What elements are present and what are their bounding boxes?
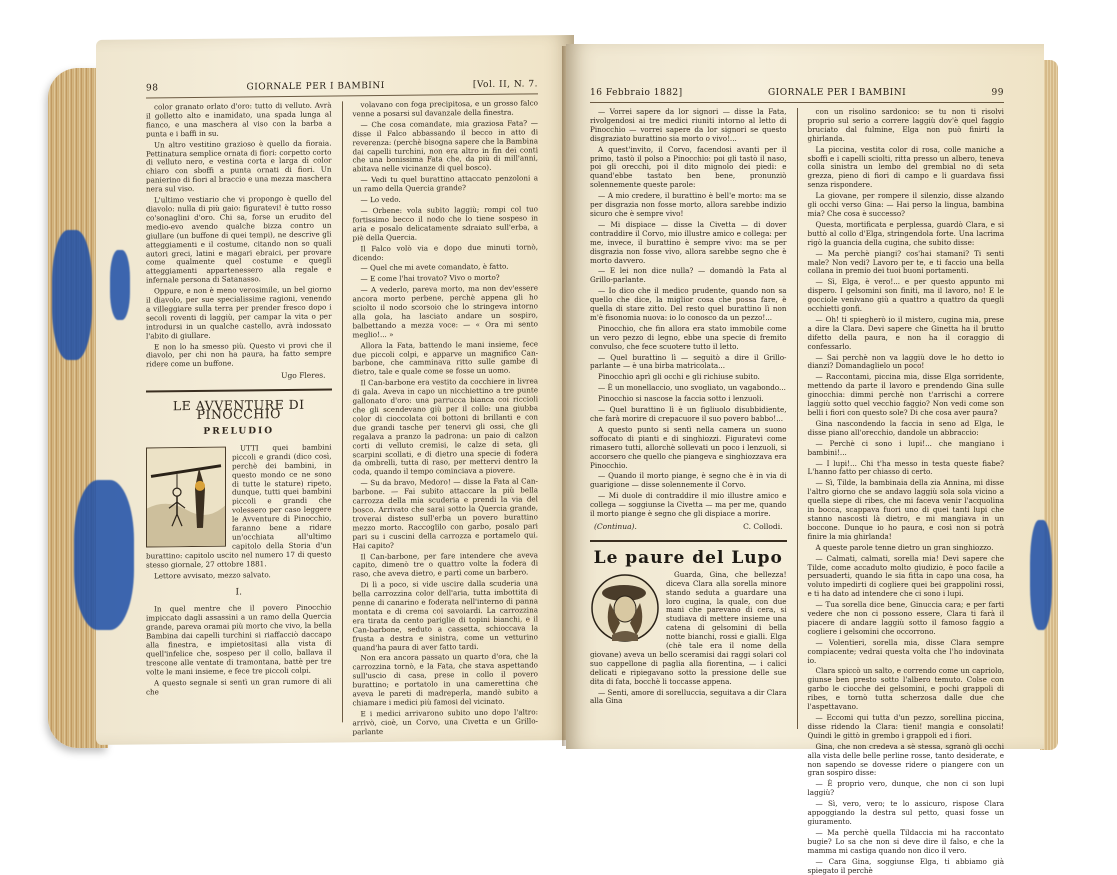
- paragraph: Guarda, Gina, che bellezza! diceva Clara alla sorella minore stando seduta a guardare una loro cugina, la quale, con due mani che parevano di cera, si studiava di mettere insieme una catena di gelsomini di bella notte bianchi, rossi e gialli. Elga (chè tale era il nome della giovane) aveva un bello sceramisi dai raggi solari col suo cappellone di paglia alla fiorentina, — i calici delicati e ripiegavano sotto la pressione delle sue dita di fata, bocchè li toccasse appena.: [590, 569, 787, 686]
- left-column-1: [146, 102, 332, 725]
- right-page-number: 99: [991, 88, 1004, 98]
- left-running-head: [146, 79, 538, 98]
- portrait-illustration: [590, 573, 660, 643]
- paragraph: color granato orlato d'oro: tutto di velluto. Avrà il golletto alto e inamidato, una spada lunga al fianco, e una maschera al viso con la barba a punta e i baffi in su.: [146, 100, 332, 139]
- pinocchio-illustration: [146, 447, 226, 548]
- paragraph: — È proprio vero, dunque, che non ci son lupi laggiù?: [807, 779, 1004, 798]
- paragraph: — Su da bravo, Medoro! — disse la Fata al Can-barbone. — Fai subito attaccare la più bella carrozza della mia scuderia e prendi la via del bosco. Arrivato che sarai sotto la Quercia grande, troverai disteso sull'erba un povero burattino mezzo morto. Raccoglilo con garbo, posalo pari pari su i cuscini della carrozza e portamelo qui. Hai capito?: [352, 476, 538, 550]
- divider: [590, 540, 787, 542]
- left-columns: [146, 98, 538, 737]
- story-subtitle: PRELUDIO: [203, 426, 275, 437]
- paragraph: — Oh! ti spiegherò io il mistero, cugina mia, prese a dire la Clara. Devi sapere che Ginetta ha il brutto difetto della paura, e non ha il coraggio di confessarlo.: [807, 314, 1004, 351]
- paragraph: — Quel burattino lì è un figliuolo disubbidiente, che farà morire di crepacuore il suo povero babbo!...: [590, 405, 787, 423]
- ink-stain: [74, 480, 134, 630]
- paragraph: — Calmati, calmati, sorella mia! Devi sapere che Tilde, come accaduto molto giudizio, è poco facile a persuaderti, quando le sia fitta in capo una cosa, ha voluto impedirti di cogliere quei bei grappolini rossi, e ti ha dato ad intendere che ci sono i lupi.: [807, 553, 1004, 599]
- paragraph: — Quel che mi avete comandato, è fatto.: [360, 262, 509, 273]
- paragraph: — Che cosa comandate, mia graziosa Fata? — disse il Falco abbassando il becco in atto di reverenza: (perchè bisogna sapere che la Bambina dai capelli turchini, non era altro in fin dei conti che una bonissima Fata che, da più di mill'anni, abitava nelle vicinanze di quel bosco).: [352, 118, 538, 174]
- paragraph: con un risolino sardonico: se tu non ti risolvi proprio sul serio a correre laggiù dov'è quel faggio bruciato dal fulmine, Elga non può finirti la ghirlanda.: [807, 107, 1004, 143]
- left-running-title: GIORNALE PER I BAMBINI: [246, 80, 385, 93]
- paragraph: Lettore avvisato, mezzo salvato.: [154, 569, 271, 580]
- left-column-2: [352, 98, 539, 737]
- paragraph: — Tua sorella dice bene, Ginuccia cara; e per farti vedere che non ci possono essere, Clara ti farà il piacere di andare laggiù sotto il famoso faggio a cogliere i gelsomini che occorrono.: [807, 600, 1004, 636]
- paragraph: — Senti, amore di sorelluccia, seguitava a dir Clara alla Gina: [590, 687, 787, 706]
- hanging-puppet-icon: [147, 448, 225, 547]
- paragraph: — Mi duole di contraddire il mio illustre amico e collega — soggiunse la Civetta — ma per me, quando il morto piange è segno che gli dispiace a morire.: [590, 491, 787, 519]
- paragraph: — A vederlo, pareva morto, ma non dev'essere ancora morto perbene, perchè appena gli ho sciolto il nodo scorsoio che lo stringeva intorno alla gola, ha lasciato andare un sospiro, balbettando a mezza voce: — « Ora mi sento meglio!... »: [352, 283, 538, 340]
- paragraph: L'ultimo vestiario che vi propongo è quello del diavolo: nulla di più gaio: figuratevi! è tutto rosso co'sonaglini d'oro. Chi sa, forse un erudito del medio-evo avendo qualche bizza contro un giullare (un buffone di quei tempi), ne descrive gli atteggiamenti e il costume, citando non so quali autori greci, latini e magari ebraici, per provare come qualmente quel costume e quegli atteggiamenti appartenessero alla regale e infernale persona di Satanasso.: [146, 193, 332, 285]
- paragraph: — Sì, Elga, è vero!... e per questo appunto mi dispero. I gelsomini son finiti, ma il lavoro, no! E le gocciole venivano giù a quattro a quattro da quegli occhietti gonfi.: [807, 277, 1004, 314]
- paragraph: A questo punto si sentì nella camera un suono soffocato di pianti e di singhiozzi. Figuratevi come rimasero tutti, allorchè sollevati un poco i lenzuoli, si accorsero che quello che piangeva e singhiozzava era Pinocchio.: [590, 424, 787, 470]
- right-column-1: [590, 108, 787, 729]
- left-page-number: 98: [146, 83, 159, 94]
- paragraph: — I lupi!... Chi t'ha messo in testa queste fiabe? L'hanno fatto per chiasso di certo.: [807, 458, 1004, 477]
- paragraph: — Mi dispiace — disse la Civetta — di dover contraddire il Corvo, mio illustre amico e collega: per me, invece, il burattino è sempre vivo: ma se per disgrazia non fosse vivo, allora sarebbe segno che è morto davvero.: [590, 219, 787, 265]
- paragraph: — Sì, Tilde, la bambinaia della zia Annina, mi disse l'altro giorno che se andavo laggiù sola sola vicino a quella siepe di ribes, che mi faceva venir l'acquolina in bocca, scappava fuori uno di quei tanti lupi che stanno nascosti là dietro, e mi mangiava in un boccone. Dunque io ho paura, e così non si potrà finire la mia ghirlanda!: [807, 478, 1004, 541]
- paragraph: Pinocchio, che fin allora era stato immobile come un vero pezzo di legno, ebbe una specie di fremito convulso, che fece scuotere tutto il letto.: [590, 323, 787, 351]
- paragraph: E i medici arrivarono subito uno dopo l'altro: arrivò, cioè, un Corvo, una Civetta e un Grillo-parlante: [352, 707, 538, 737]
- right-running-title: GIORNALE PER I BAMBINI: [767, 88, 907, 98]
- column-rule: [342, 101, 343, 722]
- paragraph: — E lei non dice nulla? — domandò la Fata al Grillo-parlante.: [590, 266, 787, 285]
- paragraph: — Sì, vero, vero; te lo assicuro, rispose Clara appoggiando la destra sul petto, quasi fosse un giuramento.: [807, 799, 1004, 826]
- paragraph: — Quando il morto piange, è segno che è in via di guarigione — disse solennemente il Corvo.: [590, 471, 787, 490]
- lupo-story-title: Le paure del Lupo: [593, 547, 783, 568]
- paragraph: Gina nascondendo la faccia in seno ad Elga, le disse piano all'orecchio, dandole un abbraccio:: [807, 418, 1004, 437]
- paragraph: — Io dico che il medico prudente, quando non sa quello che dice, la miglior cosa che possa fare, è quella di stare zitto. Del resto quel burattino lì non m'è fisonomia nuova: io lo conosco da un pezzo!...: [590, 286, 787, 322]
- paragraph: Questa, mortificata e perplessa, guardò Clara, e si buttò al collo d'Elga, stringendola forte. Una lacrima rigò la guancia della cugina, che subito disse:: [807, 219, 1004, 247]
- left-page: [96, 35, 574, 745]
- paragraph: Clara spiccò un salto, e correndo come un capriolo, giunse ben presto sotto l'albero temuto. Colse con garbo le ciocche dei gelsomini, e pochi grappoli di ribes, e tornò tutta scherzosa dalle due che l'aspettavano.: [807, 666, 1004, 712]
- right-columns: [590, 107, 1004, 875]
- paragraph: Non era ancora passato un quarto d'ora, che la carrozzina tornò, e la Fata, che stava aspettando sull'uscio di casa, prese in collo il povero burattino; e portatolo in una camerettina che aveva le pareti di madreperla, mandò subito a chiamare i medici più famosi del vicinato.: [352, 651, 538, 708]
- paragraph: Il Can-barbone era vestito da cocchiere in livrea di gala. Aveva in capo un nicchiettino a tre punte gallonato d'oro: una parrucca bianca coi riccioli che gli scendevano giù per il collo: una giubba color di cioccolata coi bottoni di brillanti e con due grandi tasche per tenervi gli ossi, che gli regalava a pranzo la padrona: un paio di calzon corti di velluto cremisi, le calze di seta, gli scarpini scollati, e di dietro una specie di fodera da ombrelli, tutta di raso, per mettervi dentro la coda, quando il tempo cominciava a piovere.: [352, 376, 538, 477]
- paragraph: A quest'invito, il Corvo, facendosi avanti per il primo, tastò il polso a Pinocchio: poi gli tastò il naso, poi gli orecchi, poi il dito mignolo dei piedi: e quand'ebbe tastato ben bene, pronunziò solennemente queste parole:: [590, 144, 787, 190]
- paragraph: — Quel burattino lì — seguitò a dire il Grillo-parlante — è una birba matricolata...: [590, 352, 787, 371]
- paragraph: A queste parole tenne dietro un gran singhiozzo.: [815, 542, 994, 552]
- story-header: [146, 397, 332, 438]
- paragraph: — A mio credere, il burattino è bell'e morto: ma se per disgrazia non fosse morto, allora sarebbe indizio sicuro che è sempre vivo!: [590, 191, 787, 218]
- right-column-2: [807, 107, 1005, 875]
- paragraph: Un altro vestitino grazioso è quello da fioraia. Pettinatura semplice ornata di fiori: corpetto corto di velluto nero, e vestina corta e larga di color chiaro con sboffi a punta ornati di fiori. Un panierino di fiori al braccio e una mezza maschera nera sul viso.: [146, 138, 332, 194]
- paragraph: — Eccomi qui tutta d'un pezzo, sorellina piccina, disse ridendo la Clara: tieni! mangia e consolati! Quindi le gittò in grembo i grappoli ed i fiori.: [807, 713, 1004, 740]
- paragraph: La giovane, per rompere il silenzio, disse alzando gli occhi verso Gina: — Hai perso la lingua, bambina mia? Che cosa è successo?: [807, 191, 1004, 218]
- paragraph: — Ma perchè quella Tildaccia mi ha raccontato bugie? Lo sa che non si deve dire il falso, e che la mamma mi castiga quando non dico il vero.: [807, 827, 1004, 855]
- author-signature: C. Collodi.: [743, 521, 783, 531]
- paragraph: Il Falco volò via e dopo due minuti tornò, dicendo:: [352, 241, 538, 262]
- ink-stain: [52, 230, 92, 360]
- paragraph: — È un monellaccio, uno svogliato, un vagabondo...: [598, 383, 786, 393]
- right-date: 16 Febbraio 1882]: [590, 88, 683, 98]
- left-volume: [Vol. II, N. 7.: [472, 79, 538, 91]
- paragraph: — Lo vedo.: [360, 194, 401, 205]
- divider: [146, 389, 332, 393]
- author-signature: Ugo Fleres.: [281, 370, 326, 381]
- paragraph: Pinocchio aprì gli occhi e gli richiuse subito.: [598, 372, 760, 382]
- paragraph: — Volentieri, sorella mia, disse Clara sempre compiacente; vedrai questa volta che l'ho indovinata io.: [807, 637, 1004, 665]
- story-footer: [594, 523, 783, 532]
- chapter-number: I.: [235, 586, 242, 598]
- paragraph: UTTI quei bambini piccoli e grandi (dico così, perchè dei bambini, in questo mondo ce ne sono di tutte le stature) ripeto, dunque, tutti quei bambini piccoli e grandi che volessero per caso leggere le Avventure di Pinocchio, faranno bene a ridare un'occhiata all'ultimo capitolo della Storia d'un burattino: capitolo uscito nel numero 17 di questo stesso giornale, 27 ottobre 1881.: [146, 442, 332, 570]
- column-rule: [797, 108, 798, 729]
- paragraph: Pinocchio si nascose la faccia sotto i lenzuoli.: [598, 394, 764, 404]
- paragraph: — Cara Gina, soggiunse Elga, ti abbiamo già spiegato il perchè: [807, 856, 1004, 875]
- paragraph: A questo segnale si sentì un gran rumore di ali che: [146, 676, 332, 697]
- paragraph: Gina, che non credeva a sè stessa, sgranò gli occhi alla vista delle belle perline rosse, tanto desiderate, e non sapendo se dovesse ridere o piangere con un gran sospiro disse:: [807, 741, 1004, 778]
- paragraph: Il Can-barbone, per fare intendere che aveva capito, dimenò tre o quattro volte la fodera di raso, che aveva dietro, e partì come un barbero.: [352, 549, 538, 579]
- ink-stain: [1030, 520, 1052, 630]
- paragraph: E non lo ha smesso più. Questo vi provi che il diavolo, per chi non ha paura, ha fatto sempre ridere come un buffone.: [146, 340, 332, 369]
- story-title: LE AVVENTURE DI PINOCCHIO: [172, 397, 305, 423]
- right-running-head: [590, 88, 1004, 103]
- paragraph: La piccina, vestita color di rosa, colle maniche a sboffi e i capelli sciolti, ritta presso un albero, teneva colla sinistra un lembo del grembial no di seta grezza, pieno di fiori di campo e li guardava fissi senza rispondere.: [807, 144, 1004, 190]
- paragraph: volavano con foga precipitosa, e un grosso falco venne a posarsi sul davanzale della finestra.: [352, 98, 538, 119]
- paragraph: — E come l'hai trovato? Vivo o morto?: [360, 273, 500, 284]
- paragraph: — Orbene: vola subito laggiù; rompi col tuo fortissimo becco il nodo che lo tiene sospeso in aria e posalo delicatamente sdraiato sull'erba, a piè della Quercia.: [352, 204, 538, 243]
- right-page: [566, 44, 1044, 875]
- continua-note: (Continua).: [594, 521, 637, 531]
- paragraph: — Perchè ci sono i lupi!... che mangiano i bambini!...: [807, 438, 1004, 457]
- open-book: [48, 40, 1058, 875]
- paragraph: Allora la Fata, battendo le mani insieme, fece due piccoli colpi, e apparve un magnifico Can-barbone, che camminava ritto sulle gambe di dietro, tale e quale come se fosse un uomo.: [352, 339, 538, 377]
- paragraph: Oppure, e non è meno verosimile, un bel giorno il diavolo, per sue specialissime ragioni, venendo a villeggiare sulla terra per prender fresco dopo i secoli roventi di laggiù, per campar la vita o per introdursi in un qualche castello, avrà indossato l'abito di giullare.: [146, 284, 332, 341]
- paragraph: — Vedi tu quel burattino attaccato penzoloni a un ramo della Quercia grande?: [352, 173, 538, 194]
- paragraph: — Vorrei sapere da lor signori — disse la Fata, rivolgendosi ai tre medici riuniti intorno al letto di Pinocchio — vorrei sapere da lor signori se questo disgraziato burattino sia morto o vivo!...: [590, 107, 787, 143]
- paragraph: In quel mentre che il povero Pinocchio impiccato dagli assassini a un ramo della Quercia grande, pareva oramai più morto che vivo, la bella Bambina dai capelli turchini si riaffacciò daccapo alla finestra, e impietositasi alla vista di quell'infelice che, sospeso per il collo, ballava il trescone alle ventate di tramontana, battè per tre volte le mani insieme, e fece tre piccoli colpi.: [146, 602, 332, 677]
- paragraph: — Ma perchè piangi? cos'hai stamani? Ti senti male? Non vedi? Lavoro per te, e ti faccio una bella collana in premio dei tuoi buoni portamenti.: [807, 248, 1004, 276]
- portrait-icon: [590, 573, 660, 643]
- paragraph: — Raccontami, piccina mia, disse Elga sorridente, mettendo da parte il lavoro e prendendo Gina sulle ginocchia: dimmi perchè non t'arrischi a correre laggiù sotto quel vecchio faggio? Non vedi come son belli i fiori con questo sole? Di che cosa aver paura?: [807, 372, 1004, 417]
- paragraph: — Sai perchè non va laggiù dove le ho detto io dianzi? Domandaglielo un poco!: [807, 352, 1004, 371]
- ink-stain: [110, 250, 130, 320]
- paragraph: Di lì a poco, si vide uscire dalla scuderia una bella carrozzina color dell'aria, tutta imbottita di penne di canarino e foderata nell'interno di panna montata e di crema coi savoiardi. La carrozzina era tirata da cento pariglie di topini bianchi, e il Can-barbone, seduto a cassetta, schioccava la frusta a destra e sinistra, come un vetturino quand'ha paura di aver fatto tardi.: [352, 578, 538, 652]
